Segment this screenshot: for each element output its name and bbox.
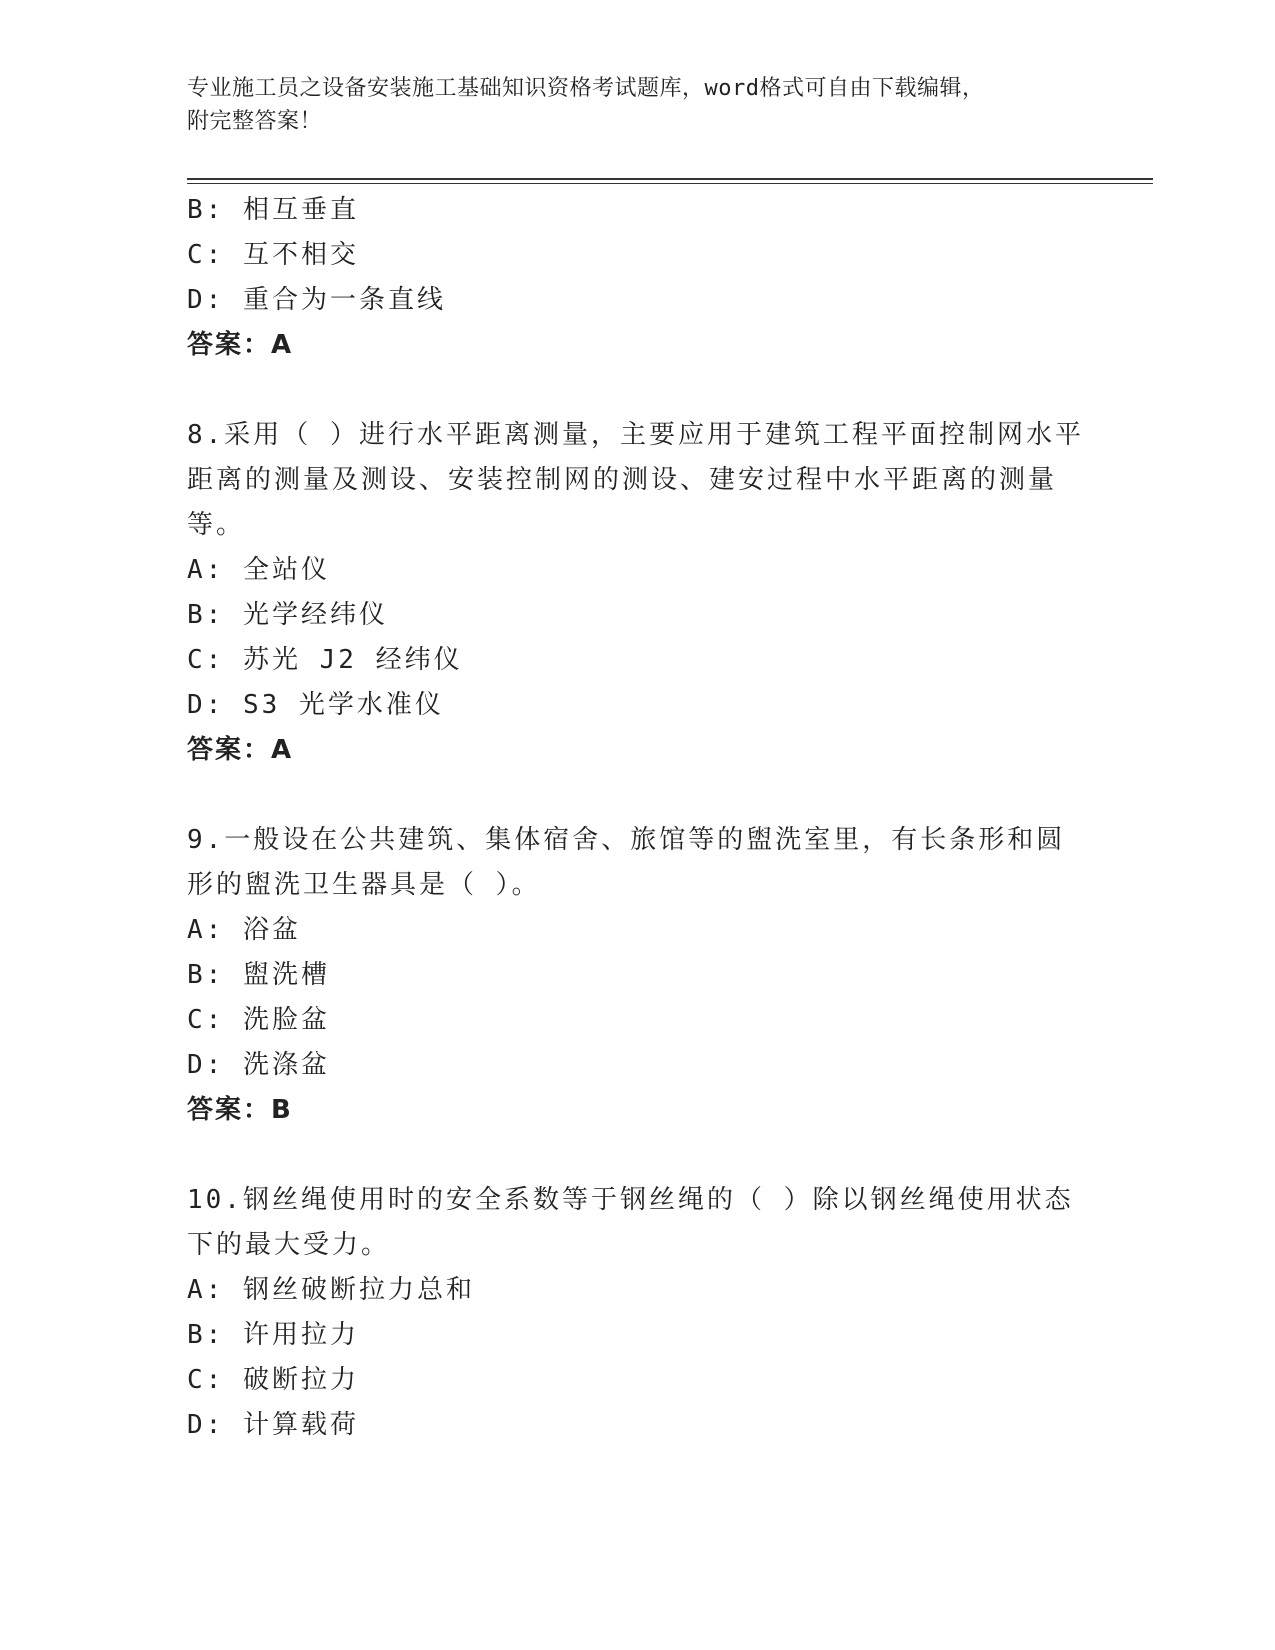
header-divider-thin bbox=[187, 183, 1153, 184]
header-divider-thick bbox=[187, 178, 1153, 180]
option-c: C: 互不相交 bbox=[187, 240, 359, 270]
question-7-continued bbox=[187, 188, 1087, 368]
answer-line: 答案：A bbox=[187, 330, 294, 360]
option-d: D: 重合为一条直线 bbox=[187, 285, 446, 315]
answer-line: 答案：B bbox=[187, 1095, 293, 1125]
question-8 bbox=[187, 413, 1087, 773]
option-b: B: 许用拉力 bbox=[187, 1320, 359, 1350]
spacer bbox=[187, 1133, 1087, 1178]
question-stem-line: 等。 bbox=[187, 510, 246, 540]
spacer bbox=[187, 368, 1087, 413]
option-b: B: 盥洗槽 bbox=[187, 960, 330, 990]
question-9 bbox=[187, 818, 1087, 1133]
option-c: C: 洗脸盆 bbox=[187, 1005, 330, 1035]
option-d: D: 计算载荷 bbox=[187, 1410, 359, 1440]
document-header bbox=[187, 72, 1087, 138]
question-stem-line: 形的盥洗卫生器具是（ ）。 bbox=[187, 870, 541, 900]
option-c: C: 破断拉力 bbox=[187, 1365, 359, 1395]
question-stem-line: 9.一般设在公共建筑、集体宿舍、旅馆等的盥洗室里，有长条形和圆 bbox=[187, 825, 1066, 855]
option-a: A: 浴盆 bbox=[187, 915, 301, 945]
option-d: D: S3 光学水准仪 bbox=[187, 690, 444, 720]
question-stem-line: 距离的测量及测设、安装控制网的测设、建安过程中水平距离的测量 bbox=[187, 465, 1058, 495]
option-b: B: 相互垂直 bbox=[187, 195, 359, 225]
header-line-2: 附完整答案！ bbox=[187, 109, 323, 134]
question-stem-line: 下的最大受力。 bbox=[187, 1230, 391, 1260]
question-10 bbox=[187, 1178, 1087, 1448]
option-a: A: 全站仪 bbox=[187, 555, 330, 585]
header-line-1: 专业施工员之设备安装施工基础知识资格考试题库，word格式可自由下载编辑， bbox=[187, 76, 985, 101]
option-b: B: 光学经纬仪 bbox=[187, 600, 388, 630]
option-d: D: 洗涤盆 bbox=[187, 1050, 330, 1080]
option-a: A: 钢丝破断拉力总和 bbox=[187, 1275, 475, 1305]
question-stem-line: 10.钢丝绳使用时的安全系数等于钢丝绳的（ ）除以钢丝绳使用状态 bbox=[187, 1185, 1074, 1215]
answer-line: 答案：A bbox=[187, 735, 294, 765]
question-list bbox=[187, 188, 1087, 1448]
question-stem-line: 8.采用（ ）进行水平距离测量，主要应用于建筑工程平面控制网水平 bbox=[187, 420, 1084, 450]
spacer bbox=[187, 773, 1087, 818]
option-c: C: 苏光 J2 经纬仪 bbox=[187, 645, 463, 675]
